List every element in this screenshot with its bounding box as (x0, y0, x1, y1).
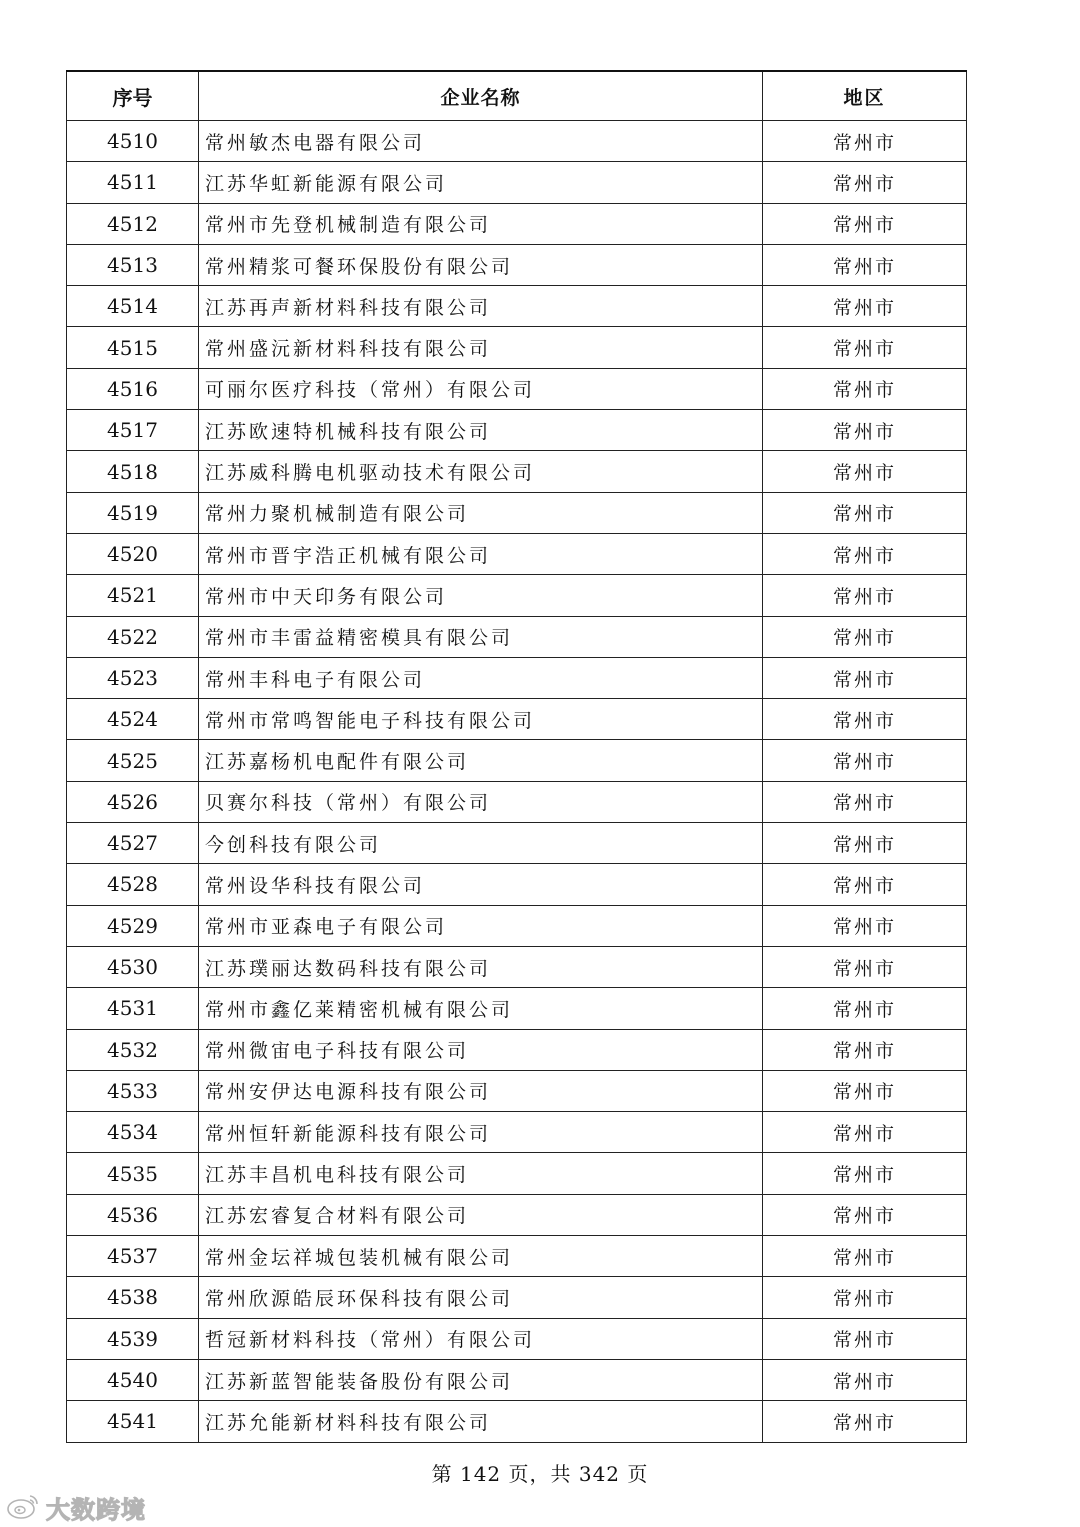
table-body (67, 121, 967, 1443)
region-cell: 常州市 (763, 410, 967, 451)
company-name-cell: 常州安伊达电源科技有限公司 (199, 1070, 763, 1111)
serial-number-cell: 4520 (67, 533, 199, 574)
region-cell: 常州市 (763, 1401, 967, 1442)
serial-number-cell: 4514 (67, 286, 199, 327)
table-row (67, 1359, 967, 1400)
serial-number-cell: 4536 (67, 1194, 199, 1235)
serial-number-cell: 4525 (67, 740, 199, 781)
enterprise-table (66, 70, 967, 1443)
region-cell: 常州市 (763, 327, 967, 368)
region-cell: 常州市 (763, 657, 967, 698)
serial-number-cell: 4518 (67, 451, 199, 492)
company-name-cell: 江苏璞丽达数码科技有限公司 (199, 946, 763, 987)
header-company-name: 企业名称 (199, 71, 763, 121)
company-name-cell: 哲冠新材料科技（常州）有限公司 (199, 1318, 763, 1359)
table-row (67, 244, 967, 285)
serial-number-cell: 4523 (67, 657, 199, 698)
table-row (67, 575, 967, 616)
table-row (67, 1112, 967, 1153)
serial-number-cell: 4515 (67, 327, 199, 368)
company-name-cell: 常州微宙电子科技有限公司 (199, 1029, 763, 1070)
company-name-cell: 常州金坛祥城包装机械有限公司 (199, 1236, 763, 1277)
company-name-cell: 江苏允能新材料科技有限公司 (199, 1401, 763, 1442)
table-row (67, 657, 967, 698)
region-cell: 常州市 (763, 1029, 967, 1070)
serial-number-cell: 4527 (67, 823, 199, 864)
serial-number-cell: 4530 (67, 946, 199, 987)
region-cell: 常州市 (763, 162, 967, 203)
table-header-row (67, 71, 967, 121)
table-row (67, 533, 967, 574)
table-row (67, 1029, 967, 1070)
company-name-cell: 常州欣源皓辰环保科技有限公司 (199, 1277, 763, 1318)
company-name-cell: 常州市常鸣智能电子科技有限公司 (199, 699, 763, 740)
table-row (67, 1070, 967, 1111)
company-name-cell: 江苏嘉杨机电配件有限公司 (199, 740, 763, 781)
table-row (67, 946, 967, 987)
serial-number-cell: 4537 (67, 1236, 199, 1277)
region-cell: 常州市 (763, 121, 967, 162)
table-row (67, 492, 967, 533)
table-row (67, 1236, 967, 1277)
region-cell: 常州市 (763, 1359, 967, 1400)
serial-number-cell: 4511 (67, 162, 199, 203)
company-name-cell: 常州精浆可餐环保股份有限公司 (199, 244, 763, 285)
region-cell: 常州市 (763, 740, 967, 781)
table-row (67, 1153, 967, 1194)
company-name-cell: 常州市中天印务有限公司 (199, 575, 763, 616)
company-name-cell: 常州盛沅新材料科技有限公司 (199, 327, 763, 368)
serial-number-cell: 4512 (67, 203, 199, 244)
table-row (67, 864, 967, 905)
company-name-cell: 江苏丰昌机电科技有限公司 (199, 1153, 763, 1194)
region-cell: 常州市 (763, 1236, 967, 1277)
company-name-cell: 常州力聚机械制造有限公司 (199, 492, 763, 533)
table-row (67, 121, 967, 162)
region-cell: 常州市 (763, 1277, 967, 1318)
region-cell: 常州市 (763, 864, 967, 905)
serial-number-cell: 4533 (67, 1070, 199, 1111)
serial-number-cell: 4522 (67, 616, 199, 657)
header-serial-number: 序号 (67, 71, 199, 121)
serial-number-cell: 4529 (67, 905, 199, 946)
serial-number-cell: 4540 (67, 1359, 199, 1400)
region-cell: 常州市 (763, 368, 967, 409)
table-row (67, 327, 967, 368)
region-cell: 常州市 (763, 533, 967, 574)
region-cell: 常州市 (763, 616, 967, 657)
company-name-cell: 今创科技有限公司 (199, 823, 763, 864)
region-cell: 常州市 (763, 244, 967, 285)
company-name-cell: 常州设华科技有限公司 (199, 864, 763, 905)
company-name-cell: 常州市晋宇浩正机械有限公司 (199, 533, 763, 574)
table-row (67, 988, 967, 1029)
company-name-cell: 常州市鑫亿莱精密机械有限公司 (199, 988, 763, 1029)
table-row (67, 203, 967, 244)
region-cell: 常州市 (763, 1153, 967, 1194)
company-name-cell: 江苏新蓝智能装备股份有限公司 (199, 1359, 763, 1400)
serial-number-cell: 4531 (67, 988, 199, 1029)
table-row (67, 286, 967, 327)
table-row (67, 823, 967, 864)
table-row (67, 451, 967, 492)
serial-number-cell: 4510 (67, 121, 199, 162)
table-row (67, 368, 967, 409)
serial-number-cell: 4524 (67, 699, 199, 740)
company-name-cell: 贝赛尔科技（常州）有限公司 (199, 781, 763, 822)
serial-number-cell: 4535 (67, 1153, 199, 1194)
weibo-logo-icon (6, 1493, 40, 1523)
serial-number-cell: 4534 (67, 1112, 199, 1153)
serial-number-cell: 4539 (67, 1318, 199, 1359)
serial-number-cell: 4517 (67, 410, 199, 451)
table-row (67, 905, 967, 946)
serial-number-cell: 4528 (67, 864, 199, 905)
company-name-cell: 江苏华虹新能源有限公司 (199, 162, 763, 203)
header-region: 地区 (763, 71, 967, 121)
company-name-cell: 常州市先登机械制造有限公司 (199, 203, 763, 244)
serial-number-cell: 4526 (67, 781, 199, 822)
table-row (67, 616, 967, 657)
region-cell: 常州市 (763, 905, 967, 946)
region-cell: 常州市 (763, 492, 967, 533)
company-name-cell: 常州恒轩新能源科技有限公司 (199, 1112, 763, 1153)
serial-number-cell: 4532 (67, 1029, 199, 1070)
company-name-cell: 江苏欧速特机械科技有限公司 (199, 410, 763, 451)
region-cell: 常州市 (763, 946, 967, 987)
table-row (67, 781, 967, 822)
region-cell: 常州市 (763, 1112, 967, 1153)
region-cell: 常州市 (763, 1070, 967, 1111)
serial-number-cell: 4538 (67, 1277, 199, 1318)
company-name-cell: 常州市亚森电子有限公司 (199, 905, 763, 946)
company-name-cell: 常州市丰雷益精密模具有限公司 (199, 616, 763, 657)
region-cell: 常州市 (763, 1318, 967, 1359)
serial-number-cell: 4513 (67, 244, 199, 285)
region-cell: 常州市 (763, 575, 967, 616)
region-cell: 常州市 (763, 286, 967, 327)
region-cell: 常州市 (763, 781, 967, 822)
table-row (67, 162, 967, 203)
page-number: 第 142 页，共 342 页 (431, 1462, 649, 1486)
company-name-cell: 江苏再声新材料科技有限公司 (199, 286, 763, 327)
company-name-cell: 江苏威科腾电机驱动技术有限公司 (199, 451, 763, 492)
serial-number-cell: 4516 (67, 368, 199, 409)
company-name-cell: 可丽尔医疗科技（常州）有限公司 (199, 368, 763, 409)
table-row (67, 1318, 967, 1359)
region-cell: 常州市 (763, 699, 967, 740)
serial-number-cell: 4521 (67, 575, 199, 616)
table-row (67, 410, 967, 451)
region-cell: 常州市 (763, 451, 967, 492)
table-row (67, 1194, 967, 1235)
serial-number-cell: 4519 (67, 492, 199, 533)
company-name-cell: 江苏宏睿复合材料有限公司 (199, 1194, 763, 1235)
serial-number-cell: 4541 (67, 1401, 199, 1442)
table-row (67, 1401, 967, 1442)
company-name-cell: 常州丰科电子有限公司 (199, 657, 763, 698)
region-cell: 常州市 (763, 1194, 967, 1235)
company-name-cell: 常州敏杰电器有限公司 (199, 121, 763, 162)
watermark (6, 1490, 146, 1525)
table-row (67, 740, 967, 781)
watermark-text: 大数跨境 (46, 1496, 146, 1524)
region-cell: 常州市 (763, 988, 967, 1029)
table-row (67, 699, 967, 740)
region-cell: 常州市 (763, 823, 967, 864)
region-cell: 常州市 (763, 203, 967, 244)
table-row (67, 1277, 967, 1318)
